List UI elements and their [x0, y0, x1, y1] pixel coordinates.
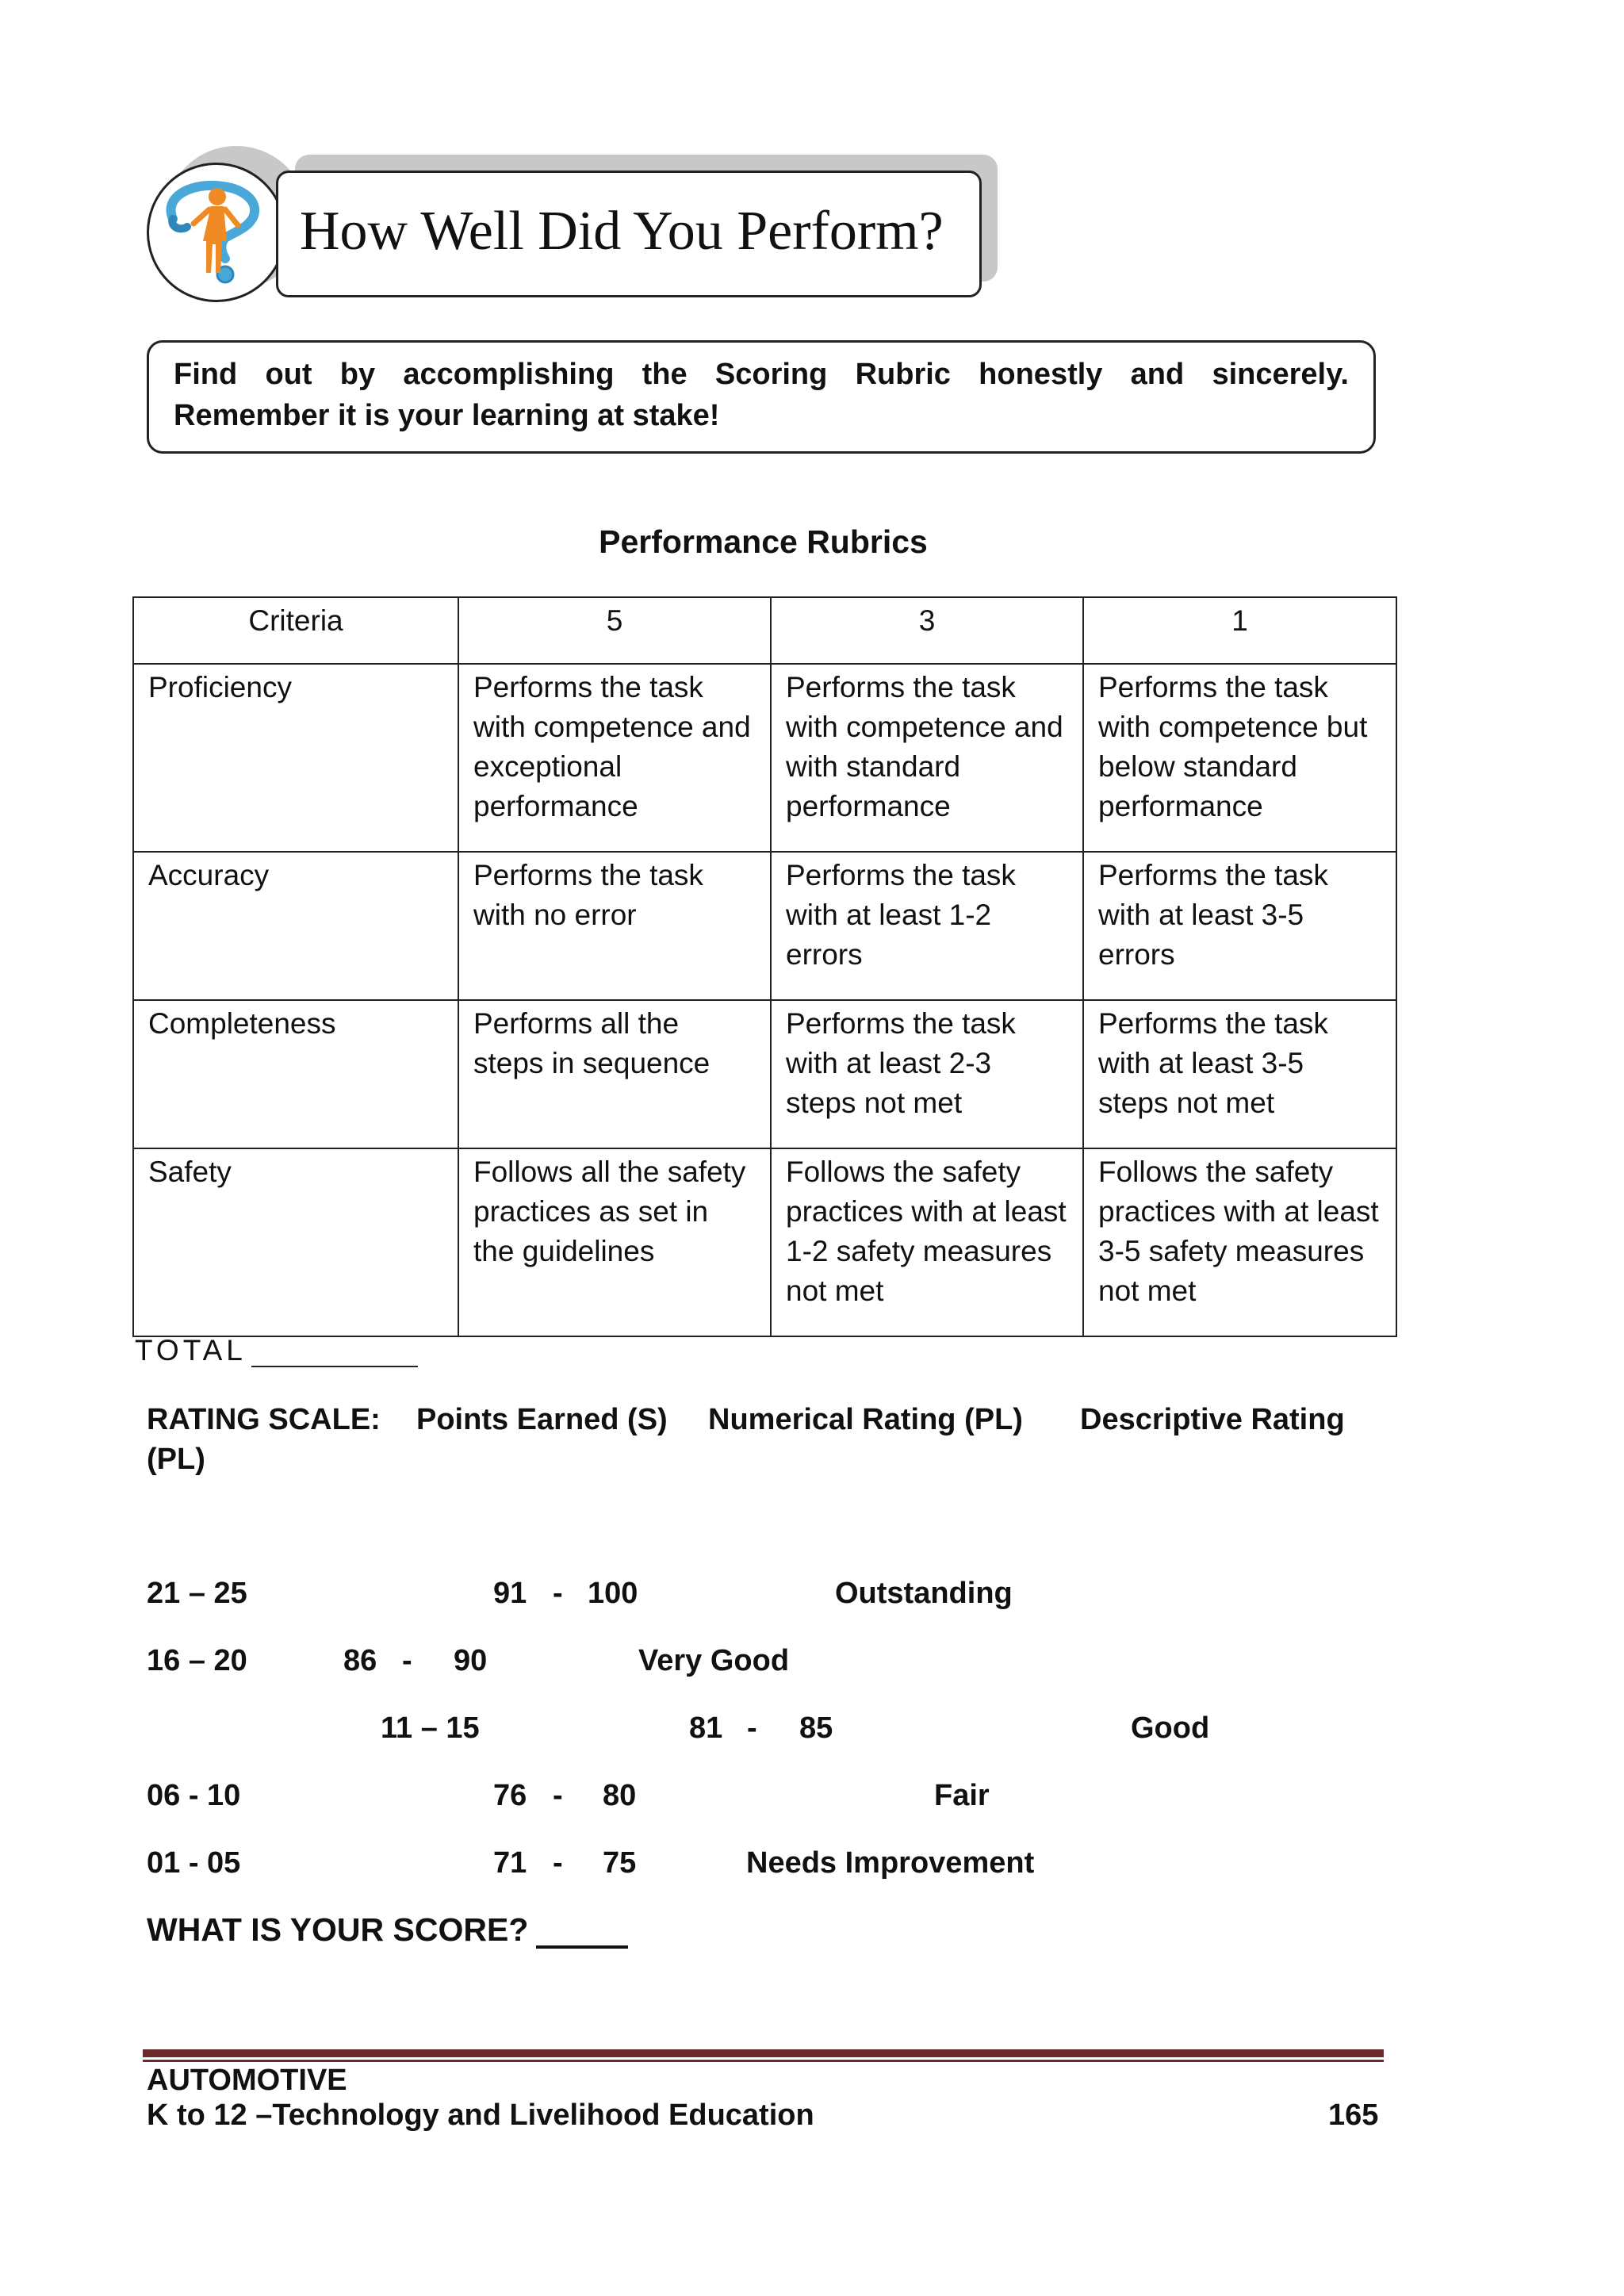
score-prompt-text: WHAT IS YOUR SCORE? — [147, 1911, 529, 1948]
rating-num-high: 85 — [799, 1711, 833, 1745]
rating-points: 16 – 20 — [147, 1644, 247, 1677]
total-line — [135, 1334, 418, 1367]
score-5-cell: Performs all the steps in sequence — [458, 1000, 771, 1148]
rating-col-points: Points Earned (S) — [416, 1403, 668, 1436]
rating-desc: Very Good — [638, 1644, 790, 1677]
question-mark-figure-icon — [147, 163, 286, 302]
page-number: 165 — [1328, 2099, 1379, 2132]
score-prompt — [147, 1911, 628, 1949]
header-score-5: 5 — [458, 597, 771, 664]
instruction-word: Scoring — [714, 358, 828, 391]
rating-num-low: 91 — [493, 1577, 527, 1610]
rating-dash: - — [402, 1644, 412, 1677]
score-3-cell: Performs the task with at least 2-3 steps not met — [771, 1000, 1083, 1148]
rating-dash: - — [747, 1711, 757, 1745]
footer-course: K to 12 –Technology and Livelihood Education — [147, 2099, 814, 2132]
total-blank[interactable] — [251, 1337, 418, 1367]
rating-desc: Needs Improvement — [746, 1846, 1035, 1880]
table-header-row — [133, 597, 1396, 664]
rating-num-low: 71 — [493, 1846, 527, 1880]
table-row — [133, 1148, 1396, 1336]
instruction-word: out — [265, 358, 312, 391]
rating-desc: Fair — [934, 1779, 990, 1812]
instruction-word: by — [339, 358, 376, 391]
instruction-word: the — [642, 358, 688, 391]
rating-dash: - — [553, 1846, 563, 1880]
criteria-cell: Completeness — [133, 1000, 458, 1148]
score-1-cell: Performs the task with at least 3-5 errors — [1083, 852, 1396, 1000]
table-row — [133, 1000, 1396, 1148]
rating-scale-label: RATING SCALE: — [147, 1403, 381, 1436]
rating-col-descriptive: Descriptive Rating — [1080, 1403, 1345, 1436]
rating-num-high: 80 — [603, 1779, 637, 1812]
score-3-cell: Performs the task with at least 1-2 errors — [771, 852, 1083, 1000]
header-score-3: 3 — [771, 597, 1083, 664]
rating-points: 06 - 10 — [147, 1779, 241, 1812]
rating-num-high: 90 — [454, 1644, 488, 1677]
rubric-table — [132, 596, 1397, 1337]
rating-num-low: 86 — [343, 1644, 377, 1677]
score-1-cell: Performs the task with competence but below standard performance — [1083, 664, 1396, 852]
total-label: TOTAL — [135, 1334, 247, 1366]
instruction-word: honestly — [979, 358, 1103, 391]
score-5-cell: Performs the task with no error — [458, 852, 771, 1000]
score-blank[interactable] — [536, 1914, 628, 1949]
score-5-cell: Follows all the safety practices as set in the guidelines — [458, 1148, 771, 1336]
rating-desc: Outstanding — [835, 1577, 1013, 1610]
score-3-cell: Performs the task with competence and with standard performance — [771, 664, 1083, 852]
rating-num-low: 81 — [689, 1711, 723, 1745]
criteria-cell: Safety — [133, 1148, 458, 1336]
header-criteria: Criteria — [133, 597, 458, 664]
instruction-line-1 — [174, 354, 1349, 395]
rating-col-descriptive-cont: (PL) — [147, 1443, 205, 1476]
footer-rule-thin — [143, 2060, 1384, 2062]
criteria-cell: Accuracy — [133, 852, 458, 1000]
rating-dash: - — [553, 1577, 563, 1610]
instruction-word: accomplishing — [403, 358, 615, 391]
score-5-cell: Performs the task with competence and exceptional performance — [458, 664, 771, 852]
rating-dash: - — [553, 1779, 563, 1812]
rating-points: 01 - 05 — [147, 1846, 241, 1880]
rating-points: 21 – 25 — [147, 1577, 247, 1610]
score-3-cell: Follows the safety practices with at least 1-2 safety measures not met — [771, 1148, 1083, 1336]
criteria-cell: Proficiency — [133, 664, 458, 852]
instruction-line-2: Remember it is your learning at stake! — [174, 399, 720, 432]
rating-num-low: 76 — [493, 1779, 527, 1812]
rating-num-high: 100 — [588, 1577, 638, 1610]
rating-num-high: 75 — [603, 1846, 637, 1880]
score-1-cell: Performs the task with at least 3-5 steps not met — [1083, 1000, 1396, 1148]
table-row — [133, 852, 1396, 1000]
instruction-word: Find — [174, 358, 238, 391]
rubric-title: Performance Rubrics — [599, 523, 928, 560]
rating-desc: Good — [1131, 1711, 1210, 1745]
header-score-1: 1 — [1083, 597, 1396, 664]
page-title: How Well Did You Perform? — [300, 201, 944, 262]
footer-subject: AUTOMOTIVE — [147, 2064, 347, 2097]
instruction-word: Rubric — [855, 358, 951, 391]
footer-rule — [143, 2049, 1384, 2057]
instruction-word: sincerely. — [1212, 358, 1349, 391]
rating-col-numerical: Numerical Rating (PL) — [708, 1403, 1023, 1436]
instruction-word: and — [1130, 358, 1185, 391]
rating-points: 11 – 15 — [381, 1711, 480, 1745]
score-1-cell: Follows the safety practices with at least 3-5 safety measures not met — [1083, 1148, 1396, 1336]
table-row — [133, 664, 1396, 852]
